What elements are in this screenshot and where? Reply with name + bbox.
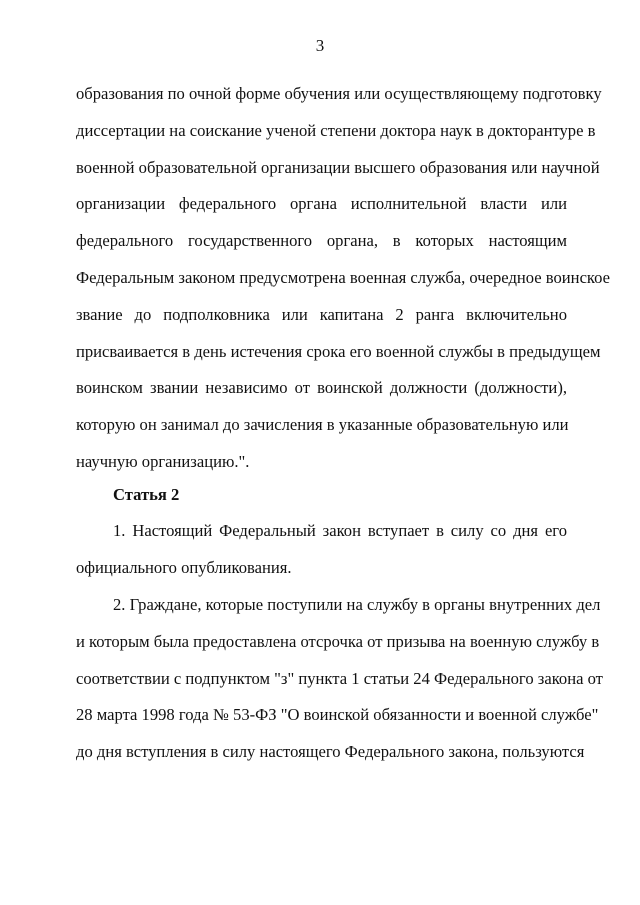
text-line: которую он занимал до зачисления в указанные образовательную или xyxy=(76,415,569,435)
text-line: воинском звании независимо от воинской должности (должности), xyxy=(76,378,567,398)
text-line: Федеральным законом предусмотрена военная служба, очередное воинское xyxy=(76,267,611,287)
text-line: военной образовательной организации высшего образования или научной xyxy=(76,157,600,177)
text-line: 2. Граждане, которые поступили на службу в органы внутренних дел xyxy=(113,595,601,614)
text-line: образования по очной форме обучения или осуществляющему подготовку xyxy=(76,84,602,103)
text-line: звание до подполковника или капитана 2 ранга включительно xyxy=(76,304,567,324)
article-paragraph-2 xyxy=(76,587,603,771)
article-heading: Статья 2 xyxy=(113,485,180,504)
text-line: организации федерального органа исполнительной власти или xyxy=(76,194,567,214)
text-line: соответствии с подпунктом "з" пункта 1 статьи 24 Федерального закона от xyxy=(76,668,603,688)
page-number: 3 xyxy=(315,36,325,55)
text-line: официального опубликования. xyxy=(76,557,292,577)
text-line: и которым была предоставлена отсрочка от призыва на военную службу в xyxy=(76,631,600,651)
text-line: 28 марта 1998 года № 53-ФЗ "О воинской обязанности и военной службе" xyxy=(76,705,599,725)
text-line: 1. Настоящий Федеральный закон вступает в силу со дня его xyxy=(113,521,567,540)
text-line: до дня вступления в силу настоящего Федерального закона, пользуются xyxy=(76,742,585,762)
text-line: присваивается в день истечения срока его военной службы в предыдущем xyxy=(76,341,601,361)
continued-paragraph xyxy=(76,76,611,481)
text-line: федерального государственного органа, в которых настоящим xyxy=(76,231,567,251)
text-line: научную организацию.". xyxy=(76,451,250,471)
article-paragraph-1 xyxy=(76,513,567,587)
text-line: диссертации на соискание ученой степени доктора наук в докторантуре в xyxy=(76,120,596,140)
